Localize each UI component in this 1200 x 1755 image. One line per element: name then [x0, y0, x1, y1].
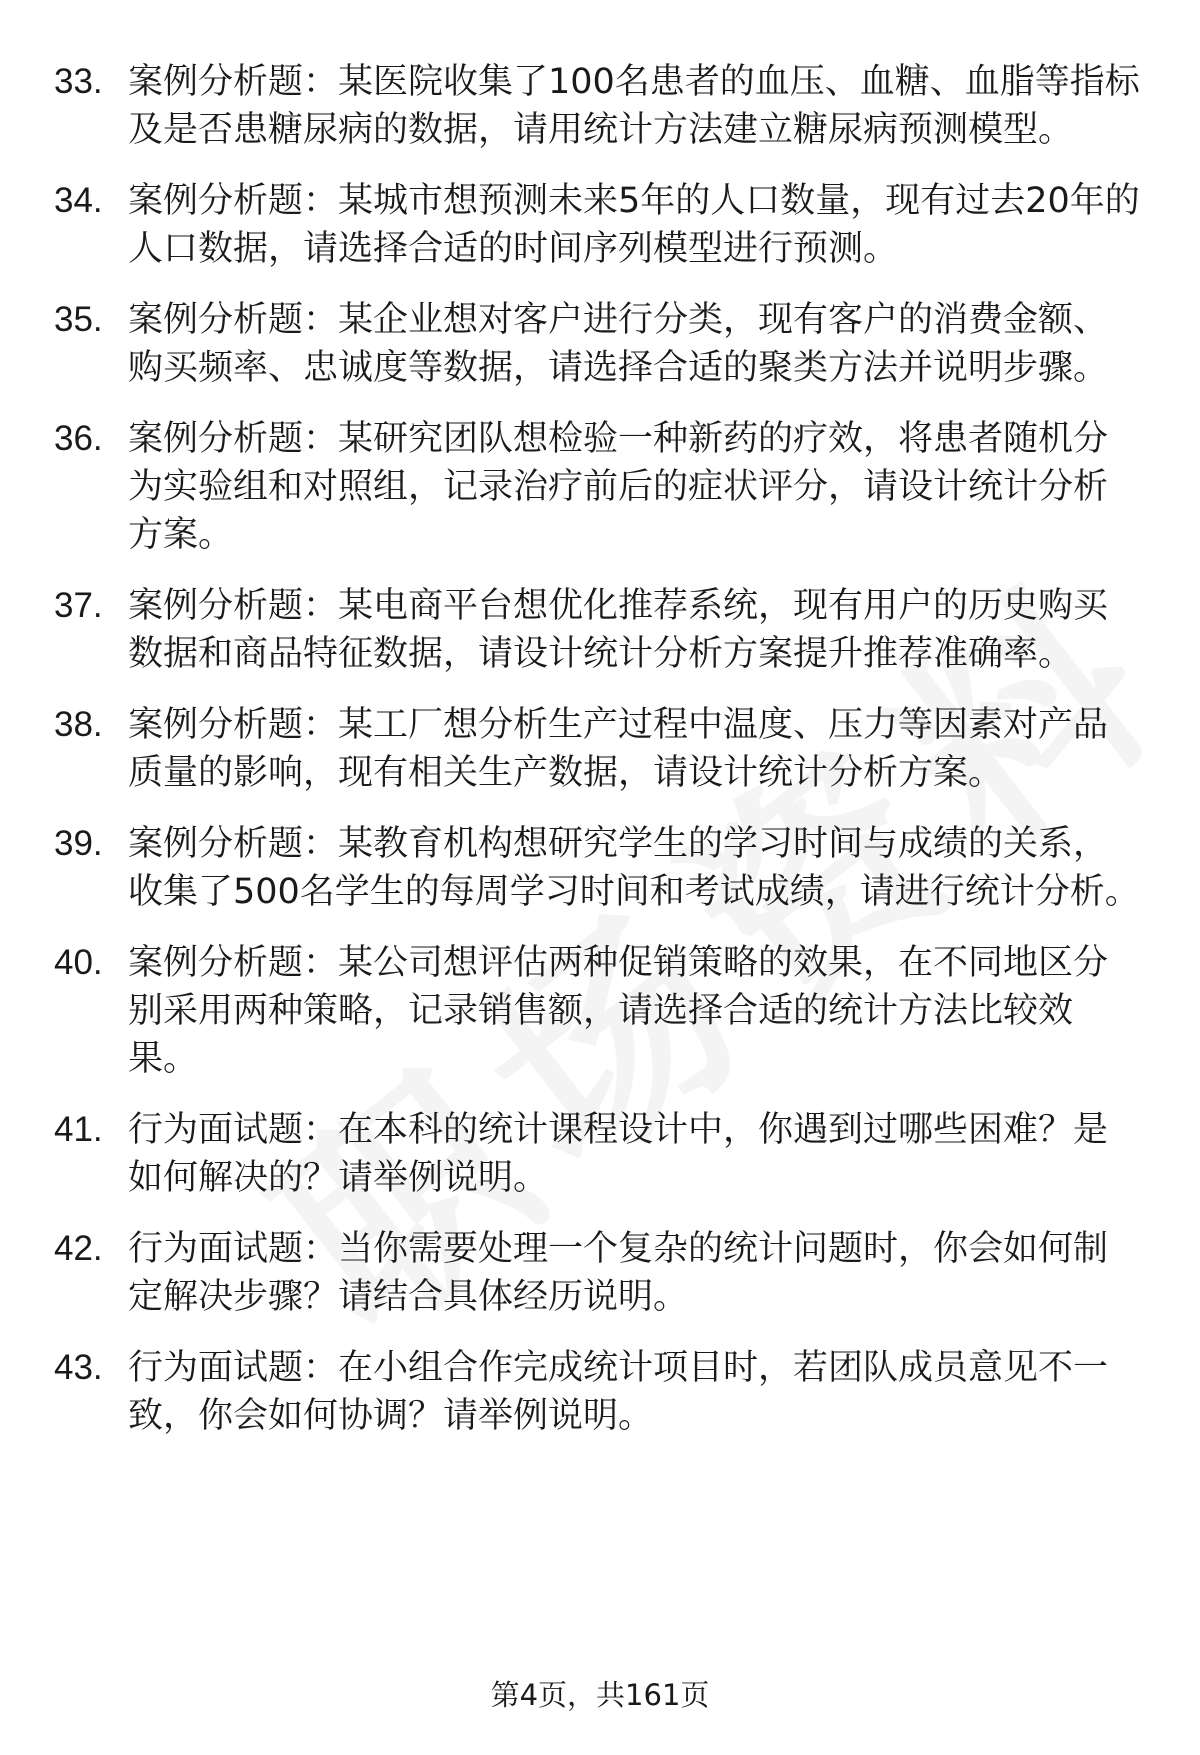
- question-list: [0, 58, 1200, 1463]
- question-number: 42.: [54, 1229, 103, 1268]
- question-item: [0, 58, 1200, 154]
- question-number: 41.: [54, 1110, 103, 1149]
- question-item: [0, 582, 1200, 678]
- page-footer: 第4页，共161页: [490, 1678, 710, 1712]
- question-number: 39.: [54, 824, 103, 863]
- question-item: [0, 939, 1200, 1083]
- question-number: 36.: [54, 419, 103, 458]
- question-item: [0, 1344, 1200, 1440]
- question-text: 案例分析题：某研究团队想检验一种新药的疗效，将患者随机分为实验组和对照组，记录治疗前后的症状评分，请设计统计分析方案。: [128, 419, 1109, 555]
- question-number: 37.: [54, 586, 103, 625]
- question-item: [0, 701, 1200, 797]
- question-text: 案例分析题：某医院收集了100名患者的血压、血糖、血脂等指标及是否患糖尿病的数据，请用统计方法建立糖尿病预测模型。: [128, 62, 1140, 150]
- question-number: 40.: [54, 943, 103, 982]
- question-text: 行为面试题：当你需要处理一个复杂的统计问题时，你会如何制定解决步骤？请结合具体经历说明。: [128, 1229, 1109, 1317]
- question-number: 34.: [54, 181, 103, 220]
- question-item: [0, 296, 1200, 392]
- question-text: 行为面试题：在小组合作完成统计项目时，若团队成员意见不一致，你会如何协调？请举例说明。: [128, 1348, 1109, 1436]
- question-text: 案例分析题：某教育机构想研究学生的学习时间与成绩的关系，收集了500名学生的每周学习时间和考试成绩，请进行统计分析。: [128, 824, 1140, 912]
- question-number: 33.: [54, 62, 103, 101]
- question-number: 43.: [54, 1348, 103, 1387]
- question-number: 38.: [54, 705, 103, 744]
- question-text: 案例分析题：某电商平台想优化推荐系统，现有用户的历史购买数据和商品特征数据，请设计统计分析方案提升推荐准确率。: [128, 586, 1109, 674]
- question-text: 案例分析题：某城市想预测未来5年的人口数量，现有过去20年的人口数据，请选择合适的时间序列模型进行预测。: [128, 181, 1140, 269]
- question-text: 案例分析题：某工厂想分析生产过程中温度、压力等因素对产品质量的影响，现有相关生产数据，请设计统计分析方案。: [128, 705, 1109, 793]
- question-item: [0, 820, 1200, 916]
- question-number: 35.: [54, 300, 103, 339]
- question-text: 案例分析题：某企业想对客户进行分类，现有客户的消费金额、购买频率、忠诚度等数据，请选择合适的聚类方法并说明步骤。: [128, 300, 1109, 388]
- question-item: [0, 177, 1200, 273]
- question-item: [0, 415, 1200, 559]
- question-item: [0, 1106, 1200, 1202]
- question-text: 案例分析题：某公司想评估两种促销策略的效果，在不同地区分别采用两种策略，记录销售额，请选择合适的统计方法比较效果。: [128, 943, 1109, 1079]
- question-text: 行为面试题：在本科的统计课程设计中，你遇到过哪些困难？是如何解决的？请举例说明。: [128, 1110, 1109, 1198]
- question-item: [0, 1225, 1200, 1321]
